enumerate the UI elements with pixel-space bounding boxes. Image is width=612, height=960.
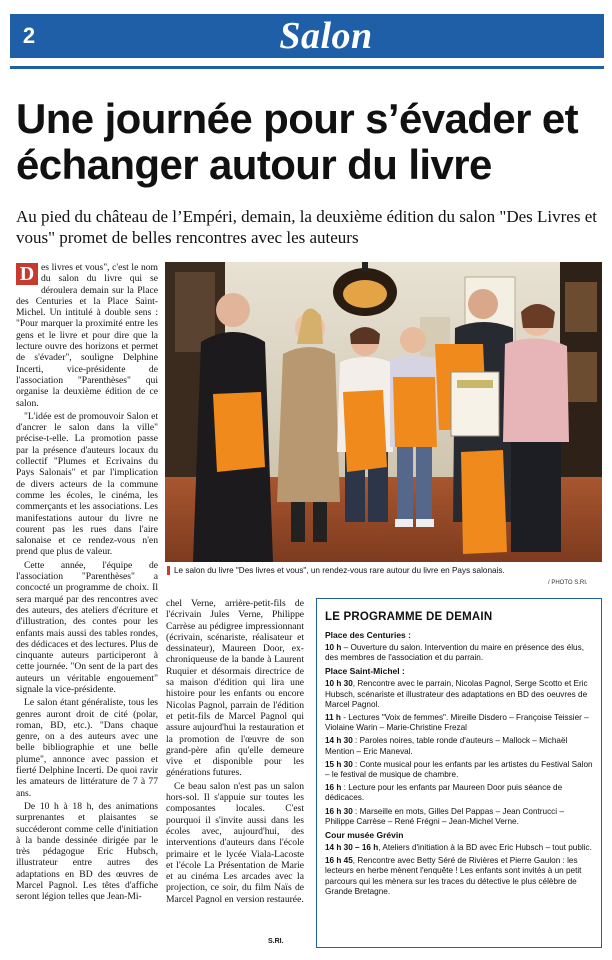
section-rule	[10, 66, 604, 69]
page-number: 2	[10, 14, 48, 58]
programme-item: 10 h – Ouverture du salon. Intervention du maire en présence des élus, des membres de l'association et du parrain.	[325, 643, 584, 663]
article-headline: Une journée pour s’évader et échanger autour du livre	[16, 95, 579, 188]
photo-caption: Le salon du livre "Des livres et vous", un rendez-vous rare autour du livre en Pays salonais.	[165, 563, 602, 579]
paragraph: De 10 h à 18 h, des animations surprenantes et plaisantes se succéderont comme celle d'initiation à la bande dessinée dirigée par le très pédagogue Eric Hubsch, illustrateur entre autres des adaptations en BD des œuvres de Marcel Pagnol. Les têtes d'affiche seront légion telles que Jean-Mi-	[16, 800, 158, 903]
programme-title: LE PROGRAMME DE DEMAIN	[325, 611, 493, 623]
programme-box	[316, 598, 602, 948]
paragraph: Cette année, l'équipe de l'association "Parenthèses" a concocté un programme de choix. Il sera marqué par des rencontres avec des auteurs, des ateliers d'écriture et d'illustration, des contes pour les enfants mais aussi des tables rondes, des dédicaces et des lectures. Plus de cinquante auteurs participeront à cette journée. "On sent de la part des auteurs un véritable engouement" signale la vice-présidente.	[16, 559, 158, 695]
article-column-1	[16, 262, 158, 952]
photo-credit: / PHOTO S.RI.	[548, 580, 588, 586]
author-signature: S.RI.	[268, 938, 284, 945]
paragraph: Le salon étant généraliste, tous les genres auront droit de cité (polar, roman, BD, etc.). "Dans chaque genre, on a des auteurs avec une belle bibliographie et une belle plume", annonce avec passion et fierté Delphine Incerti. De quoi ravir les amateurs de littérature de 7 à 77 ans.	[16, 697, 158, 799]
article-photo	[165, 262, 602, 562]
programme-item: 11 h - Lectures "Voix de femmes". Mireille Disdero – Françoise Teissier – Violaine Warin – Marie-Christine Frezal	[325, 713, 589, 733]
programme-venue: Place des Centuries :	[325, 630, 411, 640]
article-deck: Au pied du château de l’Empéri, demain, la deuxième édition du salon "Des Livres et vous" promet de belles rencontres avec les auteurs	[16, 207, 597, 247]
paragraph: Ce beau salon n'est pas un salon hors-sol. Il s'appuie sur toutes les composantes locales. C'est pourquoi il s'invite aussi dans les écoles avec, aujourd'hui, des interventions d'auteurs dans l'école primaire et le lycée Viala-Lacoste et l'école La Présentation de Marie et au cinéma Les arcades avec la projection, ce soir, du film Naïs de Marcel Pagnol en version restaurée.	[166, 780, 304, 905]
header-band	[0, 0, 612, 74]
programme-venue: Place Saint-Michel :	[325, 666, 405, 677]
photo-illustration	[165, 262, 602, 562]
section-title: Salon	[48, 14, 604, 58]
programme-item: 14 h 30 : Paroles noires, table ronde d'auteurs – Mallock – Michaël Mention – Eric Maneval.	[325, 736, 568, 756]
paragraph: D es livres et vous", c'est le nom du salon du livre qui se déroulera demain sur la Place des Centuries et la Place Saint-Michel. Un intitulé à double sens : "Pour marquer la proximité entre les gens et le livre et pour dire que la lecture ouvre des horizons et permet de s'évader", souligne Delphine Incerti, vice-présidente de l'association "Parenthèses" qui organise la deuxième édition de ce salon.	[16, 262, 158, 409]
programme-venue: Cour musée Grévin	[325, 830, 404, 841]
programme-item: 10 h 30, Rencontre avec le parrain, Nicolas Pagnol, Serge Scotto et Eric Hubsch, scénariste et illustrateur des adaptations en BD des oeuvres de Marcel Pagnol.	[325, 679, 588, 709]
article-column-2	[166, 598, 304, 940]
programme-item: 16 h 45, Rencontre avec Betty Séré de Rivières et Pierre Gaulon : les lecteurs en herbe mènent l'enquête ! Les enfants sont invités à un petit parcours qui les mènera sur les traces du détective le plus célèbre de Grande Bretagne.	[325, 856, 582, 896]
caption-marker	[167, 566, 170, 575]
programme-item: 16 h 30 : Marseille en mots, Gilles Del Pappas – Jean Contrucci – Philippe Carrèse – René Frégni – Jean-Michel Verne.	[325, 806, 564, 826]
paragraph: "L'idée est de promouvoir Salon et d'ancrer le salon dans la ville" précise-t-elle. La promotion passe par la présence d'auteurs locaux du collectif "Plumes et Ecrivains du Pays Salonais" et par l'implication de divers acteurs de la commune comme les écoles, le cinéma, les commerçants et les associations. Les manifestations autour du livre ne courent pas les rues dans l'aire salonaise et ce rendez-vous n'en prend que plus de valeur.	[16, 410, 158, 558]
programme-item: 16 h : Lecture pour les enfants par Maureen Door puis séance de dédicaces.	[325, 783, 563, 803]
programme-item: 14 h 30 – 16 h, Ateliers d'initiation à la BD avec Eric Hubsch – tout public.	[325, 843, 592, 853]
programme-item: 15 h 30 : Conte musical pour les enfants par les artistes du Festival Salon – le festival de musique de chambre.	[325, 759, 593, 780]
paragraph: chel Verne, arrière-petit-fils de l'écrivain Jules Verne, Philippe Carrèse au pédigree impressionnant (écrivain, scénariste, réalisateur et dessinateur), Maureen Door, ex-chroniqueuse de la bande à Laurent Ruquier et désormais directrice de sa maison d'édition qui lira une histoire pour les enfants ou encore Nicolas Pagnol, parrain de l'édition et petit-fils de Marcel Pagnol qui assure aujourd'hui la restauration et la promotion de l'œuvre de son grand-père afin qu'elle demeure vive et disponible pour les générations futures.	[166, 598, 304, 779]
dropcap: D	[16, 263, 38, 285]
